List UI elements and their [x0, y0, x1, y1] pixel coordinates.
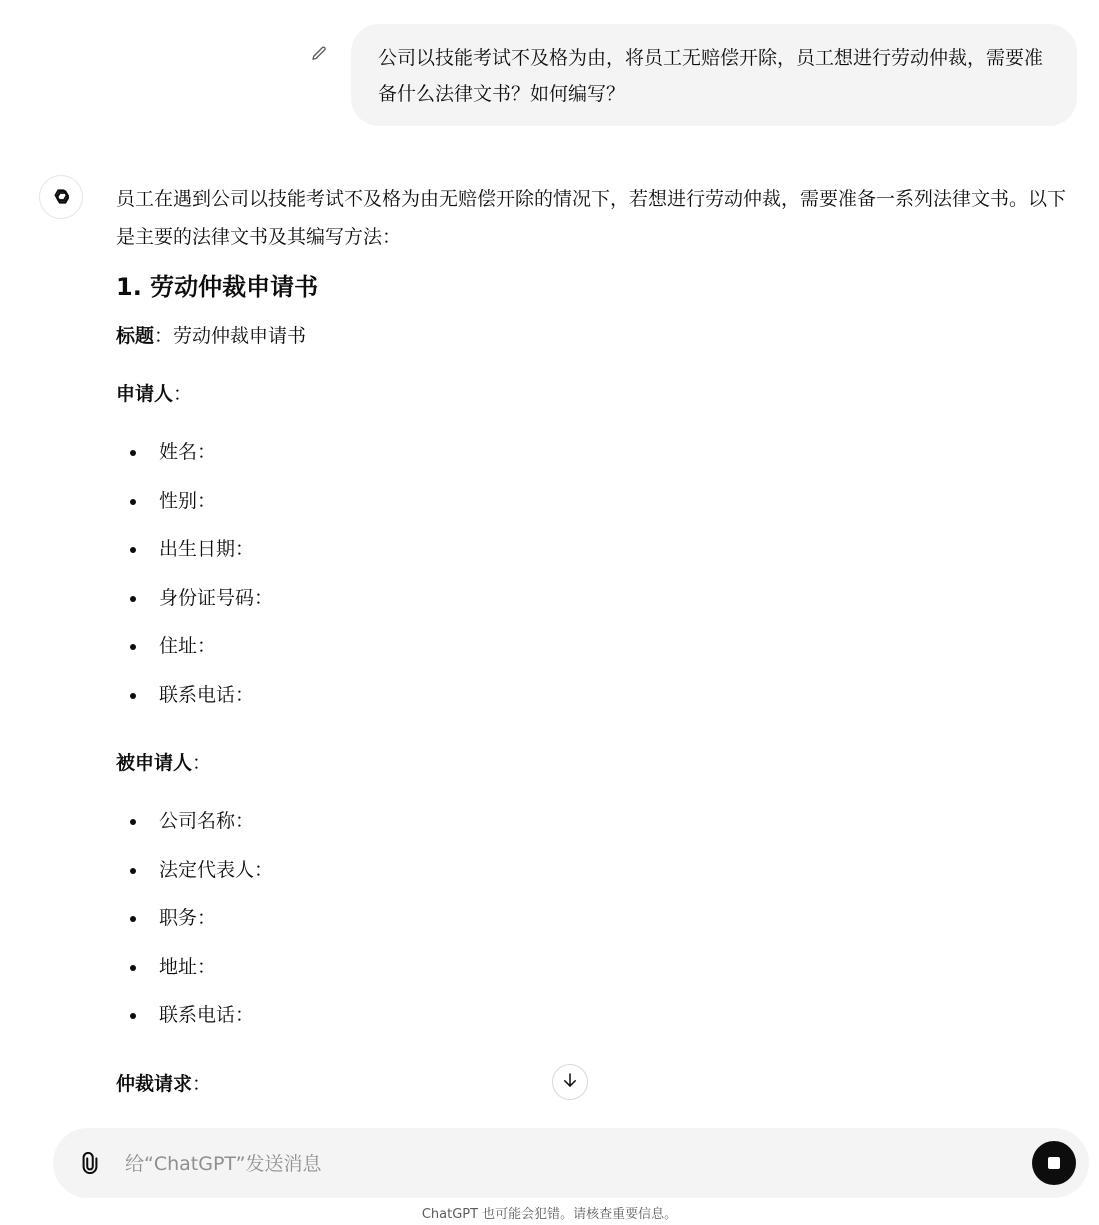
- user-message-bubble: [351, 24, 1077, 126]
- colon: ：: [154, 325, 174, 347]
- list-item: 联系电话：: [116, 679, 1076, 728]
- assistant-intro: 员工在遇到公司以技能考试不及格为由无赔偿开除的情况下，若想进行劳动仲裁，需要准备一系列法律文书。以下是主要的法律文书及其编写方法：: [116, 188, 1067, 248]
- list-item: 公司名称：: [116, 805, 1076, 854]
- scroll-to-bottom-button[interactable]: [552, 1064, 588, 1100]
- list-item: 联系电话：: [116, 999, 1076, 1048]
- pencil-icon[interactable]: [307, 42, 331, 66]
- title-value: 劳动仲裁申请书: [173, 325, 307, 347]
- claims-label: 仲裁请求: [116, 1072, 193, 1095]
- stop-icon: [1048, 1157, 1060, 1169]
- list-item: 职务：: [116, 902, 1076, 951]
- list-item: 性别：: [116, 485, 1076, 534]
- paperclip-icon[interactable]: [77, 1150, 103, 1176]
- list-item: 地址：: [116, 951, 1076, 1000]
- respondent-line: [116, 747, 1076, 779]
- list-item: 姓名：: [116, 436, 1076, 485]
- applicant-line: [116, 378, 1076, 410]
- colon: ：: [192, 752, 212, 774]
- stop-button[interactable]: [1032, 1141, 1076, 1185]
- user-message-row: [0, 24, 1099, 128]
- colon: ：: [192, 1072, 212, 1095]
- list-item: 住址：: [116, 630, 1076, 679]
- list-item: 身份证号码：: [116, 582, 1076, 631]
- applicant-label: 申请人: [116, 383, 174, 405]
- applicant-list: [116, 436, 1076, 727]
- user-message-text: 公司以技能考试不及格为由，将员工无赔偿开除，员工想进行劳动仲裁，需要准备什么法律文书？如何编写？: [378, 47, 1044, 105]
- message-composer: [53, 1128, 1089, 1198]
- arrow-down-icon: [561, 1071, 579, 1093]
- openai-logo-icon: [39, 175, 83, 219]
- title-line: [116, 320, 1076, 352]
- list-item: 出生日期：: [116, 533, 1076, 582]
- respondent-list: [116, 805, 1076, 1048]
- respondent-label: 被申请人: [116, 752, 193, 774]
- list-item: 法定代表人：: [116, 854, 1076, 903]
- assistant-message: [116, 180, 1076, 1126]
- colon: ：: [173, 383, 193, 405]
- title-label: 标题: [116, 325, 155, 347]
- disclaimer-text: ChatGPT 也可能会犯错。请核查重要信息。: [421, 1207, 678, 1222]
- message-input[interactable]: [123, 1145, 1007, 1183]
- section-heading: 1. 劳动仲裁申请书: [116, 273, 319, 301]
- claims-line: [116, 1068, 1076, 1100]
